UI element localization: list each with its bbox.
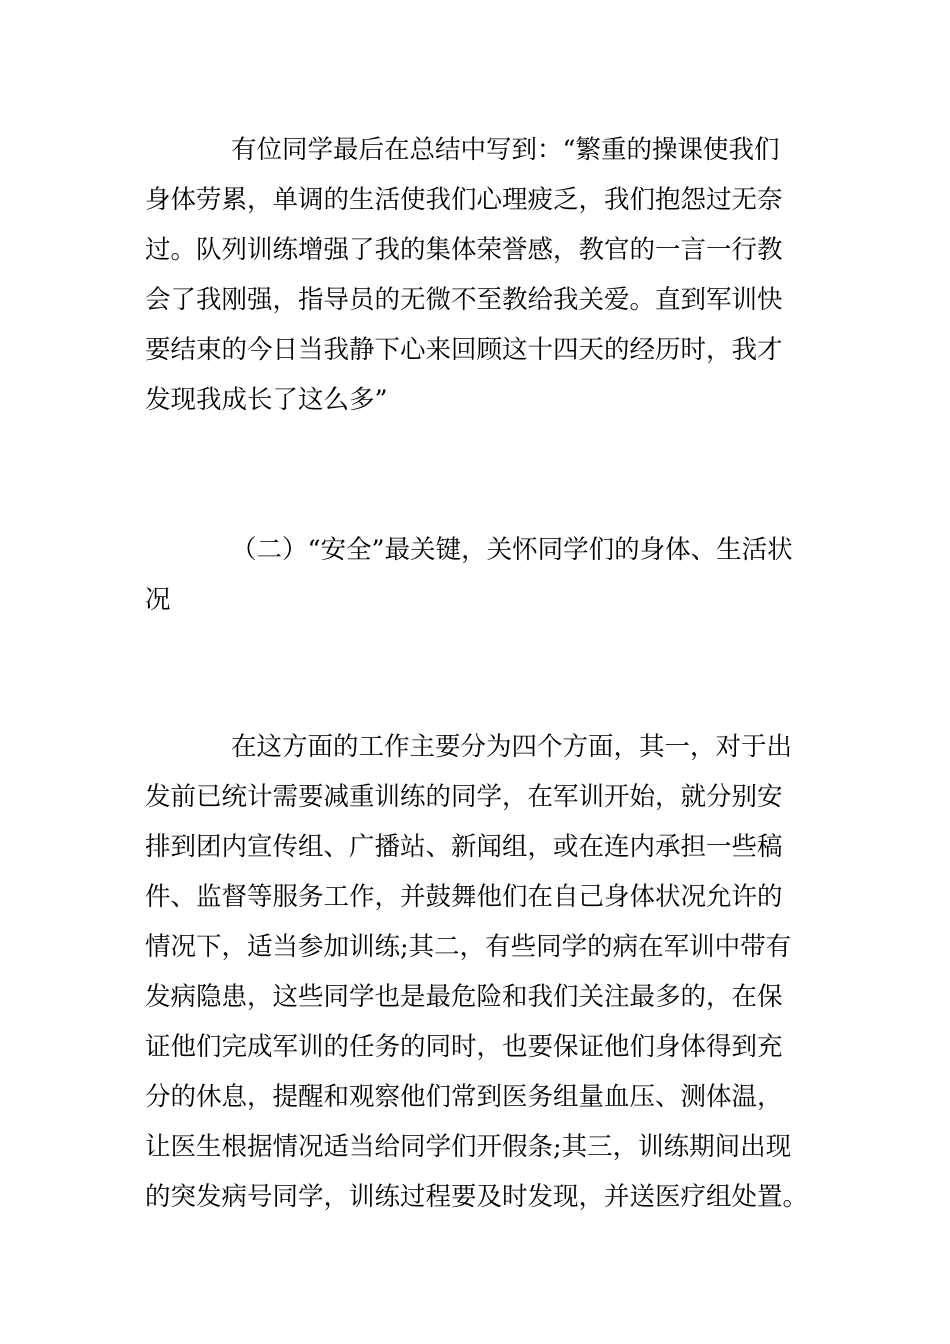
- paragraph-safety-work: [145, 722, 810, 1222]
- text-line: 证他们完成军训的任务的同时，也要保证他们身体得到充: [145, 1032, 783, 1062]
- text-line: 发病隐患，这些同学也是最危险和我们关注最多的，在保: [145, 982, 783, 1012]
- text-line: 发前已统计需要减重训练的同学，在军训开始，就分别安: [145, 782, 783, 812]
- text-line: 在这方面的工作主要分为四个方面，其一，对于出: [231, 732, 793, 762]
- heading-line: 况: [145, 585, 171, 615]
- heading-line: （二）“安全”最关键，关怀同学们的身体、生活状: [231, 535, 793, 565]
- text-line: 过。队列训练增强了我的集体荣誉感，教官的一言一行教: [145, 235, 783, 265]
- section-heading-safety: [145, 525, 810, 625]
- text-line: 发现我成长了这么多”: [145, 385, 388, 415]
- text-line: 有位同学最后在总结中写到：“繁重的操课使我们: [231, 135, 780, 165]
- text-line: 件、监督等服务工作，并鼓舞他们在自己身体状况允许的: [145, 882, 783, 912]
- text-line: 要结束的今日当我静下心来回顾这十四天的经历时，我才: [145, 335, 783, 365]
- text-line: 排到团内宣传组、广播站、新闻组，或在连内承担一些稿: [145, 832, 783, 862]
- paragraph-student-summary: [145, 125, 810, 425]
- text-line: 情况下，适当参加训练;其二，有些同学的病在军训中带有: [145, 932, 792, 962]
- text-line: 的突发病号同学，训练过程要及时发现，并送医疗组处置。: [145, 1182, 809, 1212]
- text-line: 分的休息，提醒和观察他们常到医务组量血压、测体温，: [145, 1082, 783, 1112]
- text-line: 身体劳累，单调的生活使我们心理疲乏，我们抱怨过无奈: [145, 185, 783, 215]
- text-line: 让医生根据情况适当给同学们开假条;其三，训练期间出现: [145, 1132, 792, 1162]
- text-line: 会了我刚强，指导员的无微不至教给我关爱。直到军训快: [145, 285, 783, 315]
